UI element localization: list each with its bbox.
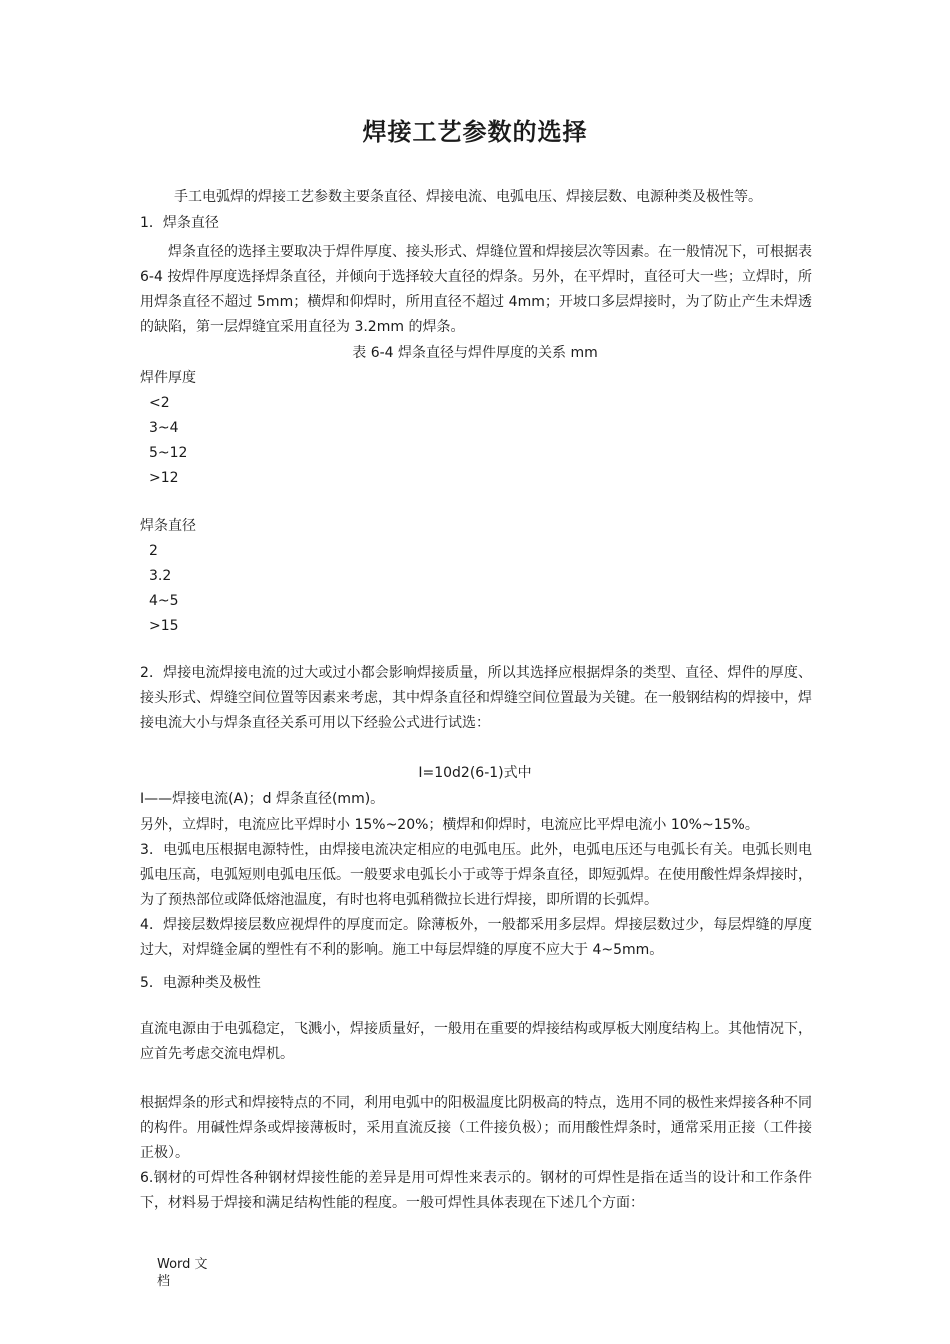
section-5-paragraph-1: 直流电源由于电弧稳定，飞溅小，焊接质量好，一般用在重要的焊接结构或厚板大刚度结构上。其他情况下，应首先考虑交流电焊机。 [140,1021,812,1062]
section-3-body: 3．电弧电压根据电源特性，由焊接电流决定相应的电弧电压。此外，电弧电压还与电弧长有关。电弧长则电弧电压高，电弧短则电弧电压低。一般要求电弧长小于或等于焊条直径，即短弧焊。在使用酸性焊条焊接时，为了预热部位或降低熔池温度，有时也将电弧稍微拉长进行焊接，即所谓的长弧焊。 [140,842,812,908]
section-2-note: 另外，立焊时，电流应比平焊时小 15%~20%；横焊和仰焊时，电流应比平焊电流小 10%~15%。 [140,817,759,833]
section-4-body: 4．焊接层数焊接层数应视焊件的厚度而定。除薄板外，一般都采用多层焊。焊接层数过少，每层焊缝的厚度过大，对焊缝金属的塑性有不利的影响。施工中每层焊缝的厚度不应大于 4~5mm。 [140,917,812,958]
section-2-body: 2．焊接电流焊接电流的过大或过小都会影响焊接质量，所以其选择应根据焊条的类型、直径、焊件的厚度、接头形式、焊缝空间位置等因素来考虑，其中焊条直径和焊缝空间位置最为关键。在一般钢结构的焊接中，焊接电流大小与焊条直径关系可用以下经验公式进行试选： [140,665,812,731]
table-caption: 表 6-4 焊条直径与焊件厚度的关系 mm [352,345,598,361]
section-5-paragraph-2: 根据焊条的形式和焊接特点的不同，利用电弧中的阳极温度比阴极高的特点，选用不同的极性来焊接各种不同的构件。用碱性焊条或焊接薄板时，采用直流反接（工件接负极）；而用酸性焊条时，通常采用正接（工件接正极）。 [140,1095,812,1161]
table-thickness-cell: 3~4 [149,420,179,436]
table-diameter-cell: >15 [149,618,179,634]
section-1-heading: 1．焊条直径 [140,215,219,231]
table-diameter-cell: 3.2 [149,568,172,584]
table-diameter-label: 焊条直径 [140,518,196,534]
table-thickness-cell: 5~12 [149,445,188,461]
page-title: 焊接工艺参数的选择 [362,118,588,146]
table-diameter-cell: 4~5 [149,593,179,609]
section-6-body: 6.钢材的可焊性各种钢材焊接性能的差异是用可焊性来表示的。钢材的可焊性是指在适当的设计和工作条件下，材料易于焊接和满足结构性能的程度。一般可焊性具体表现在下述几个方面： [140,1170,812,1211]
formula-legend: I——焊接电流(A)；d 焊条直径(mm)。 [140,791,385,807]
section-1-body: 焊条直径的选择主要取决于焊件厚度、接头形式、焊缝位置和焊接层次等因素。在一般情况下，可根据表 6-4 按焊件厚度选择焊条直径，并倾向于选择较大直径的焊条。另外，在平焊时，直径可大一些；立焊时，所用焊条直径不超过 5mm；横焊和仰焊时，所用直径不超过 4mm；开坡口多层焊接时，为了防止产生未焊透的缺陷，第一层焊缝宜采用直径为 3.2mm 的焊条。 [140,244,812,335]
section-5-heading: 5．电源种类及极性 [140,975,261,991]
table-thickness-label: 焊件厚度 [140,370,196,386]
page-footer: Word 文档 [157,1257,208,1289]
table-thickness-cell: <2 [149,395,170,411]
intro-text: 手工电弧焊的焊接工艺参数主要条直径、焊接电流、电弧电压、焊接层数、电源种类及极性等。 [174,189,762,205]
formula: I=10d2(6-1)式中 [418,765,532,781]
table-thickness-cell: >12 [149,470,179,486]
table-diameter-cell: 2 [149,543,158,559]
